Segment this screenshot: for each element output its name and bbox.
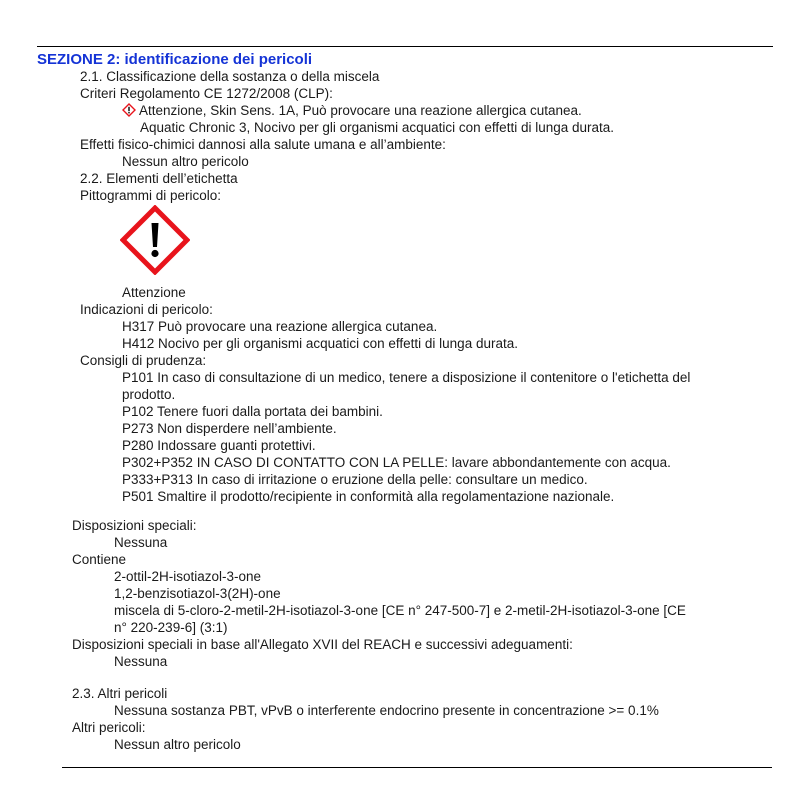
precautionary-statement: P101 In caso di consultazione di un medico, tenere a disposizione il contenitore o l'etichetta del (122, 370, 691, 385)
other-hazards-label: Altri pericoli: (72, 720, 146, 735)
reach-label: Disposizioni speciali in base all'Allegato XVII del REACH e successivi adeguamenti: (72, 637, 573, 652)
effects-value: Nessun altro pericolo (122, 154, 249, 169)
contains-item: 1,2-benzisotiazol-3(2H)-one (114, 586, 281, 601)
bottom-divider (62, 767, 772, 768)
hazard-statements-label: Indicazioni di pericolo: (80, 302, 213, 317)
subsection-2-2-heading: 2.2. Elementi dell’etichetta (80, 171, 238, 186)
subsection-2-1-heading: 2.1. Classificazione della sostanza o della miscela (80, 69, 380, 84)
clp-criteria-label: Criteri Regolamento CE 1272/2008 (CLP): (80, 86, 333, 101)
reach-value: Nessuna (114, 654, 168, 669)
precautionary-statement: prodotto. (122, 387, 176, 402)
classification-text-1: Attenzione, Skin Sens. 1A, Può provocare una reazione allergica cutanea. (139, 103, 582, 118)
precautionary-statement: P102 Tenere fuori dalla portata dei bambini. (122, 404, 383, 419)
special-provisions-label: Disposizioni speciali: (72, 518, 197, 533)
precautionary-label: Consigli di prudenza: (80, 353, 207, 368)
hazard-statement: H317 Può provocare una reazione allergica cutanea. (122, 319, 438, 334)
precautionary-statement: P333+P313 In caso di irritazione o eruzione della pelle: consultare un medico. (122, 472, 588, 487)
pictograms-label: Pittogrammi di pericolo: (80, 188, 222, 203)
classification-line-1 (122, 103, 582, 119)
precautionary-statement: P273 Non disperdere nell’ambiente. (122, 421, 337, 436)
hazard-statement: H412 Nocivo per gli organismi acquatici con effetti di lunga durata. (122, 336, 518, 351)
effects-label: Effetti fisico-chimici dannosi alla salute umana e all’ambiente: (80, 137, 446, 152)
contains-label: Contiene (72, 552, 127, 567)
precautionary-statement: P280 Indossare guanti protettivi. (122, 438, 316, 453)
precautionary-statement: P501 Smaltire il prodotto/recipiente in conformità alla regolamentazione nazionale. (122, 489, 615, 504)
subsection-2-3-heading: 2.3. Altri pericoli (72, 686, 168, 701)
other-hazards-value: Nessun altro pericolo (114, 737, 241, 752)
section-title: SEZIONE 2: identificazione dei pericoli (37, 51, 313, 68)
hazard-diamond-icon (122, 103, 136, 117)
classification-line-2: Aquatic Chronic 3, Nocivo per gli organismi acquatici con effetti di lunga durata. (140, 120, 615, 135)
contains-item: 2-ottil-2H-isotiazol-3-one (114, 569, 262, 584)
signal-word: Attenzione (122, 285, 186, 300)
top-divider (37, 46, 773, 47)
contains-item: n° 220-239-6] (3:1) (114, 620, 228, 635)
special-provisions-value: Nessuna (114, 535, 168, 550)
contains-item: miscela di 5-cloro-2-metil-2H-isotiazol-3-one [CE n° 247-500-7] e 2-metil-2H-isotiazol-3-one [CE (114, 603, 686, 618)
pbt-statement: Nessuna sostanza PBT, vPvB o interferente endocrino presente in concentrazione >= 0.1% (114, 703, 659, 718)
ghs07-exclamation-icon (120, 205, 190, 275)
precautionary-statement: P302+P352 IN CASO DI CONTATTO CON LA PELLE: lavare abbondantemente con acqua. (122, 455, 671, 470)
